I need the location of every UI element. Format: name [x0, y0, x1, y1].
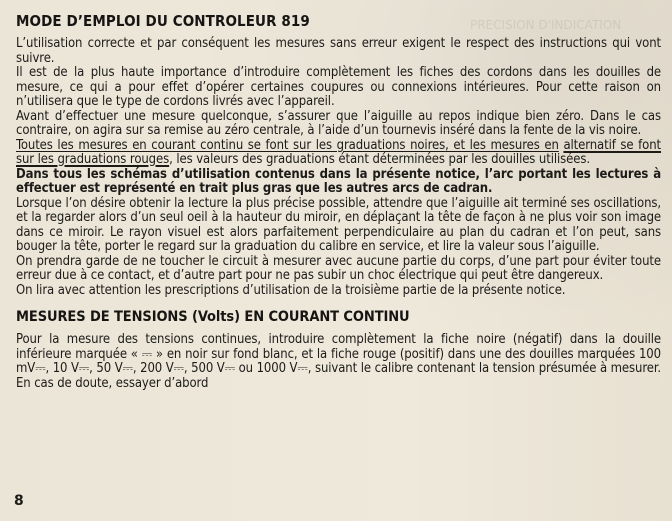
- underlined-continu: Toutes les mesures en courant continu se font sur les graduations noires: [16, 137, 446, 153]
- paragraph-utilisation: L’utilisation correcte et par conséquent les mesures sans erreur exigent le respect des instructions qui vont suivre.: [16, 36, 661, 66]
- paragraph-lecture-precise: Lorsque l’on désire obtenir la lecture la plus précise possible, attendre que l’aiguille ait terminé ses oscillations, et la regarder alors d’un seul oeil à la hauteur du miroir, en déplaçant la tête de façon à ne plus voir son image dans ce miroir. Le rayon visuel est alors parfaitement perpendiculaire au plan du cadran et l’on peut, sans bouger la tête, porter le regard sur la graduation du calibre en service, et lire la valeur sous l’aiguille.: [16, 195, 661, 254]
- text-fragment: , les valeurs des graduations étant déterminées par les douilles utilisées.: [169, 152, 590, 167]
- heading-fragment-volts: (Volts): [191, 309, 240, 325]
- ghost-line: PRECISION D'INDICATION: [470, 18, 622, 32]
- paragraph-schemas-bold: Dans tous les schémas d’utilisation contenus dans la présente notice, l’arc portant les lectures à effectuer est représenté en trait plus gras que les autres arcs de cadran.: [16, 166, 661, 196]
- section-heading-mode-emploi: MODE D’EMPLOI DU CONTROLEUR 819: [16, 12, 310, 30]
- paragraph-securite: On prendra garde de ne toucher le circuit à mesurer avec aucune partie du corps, d’une part pour éviter toute erreur due à ce contact, et d’autre part pour ne pas subir un choc électrique qui peut être dangereux.: [16, 253, 661, 283]
- paragraph-zero: Avant d’effectuer une mesure quelconque, s’assurer que l’aiguille au repos indique bien zéro. Dans le cas contraire, on agira sur sa remise au zéro centrale, à l’aide d’un tournevis inséré dans la fente de la vis noire.: [16, 108, 661, 138]
- paragraph-prescriptions: On lira avec attention les prescriptions d’utilisation de la troisième partie de la présente notice.: [16, 282, 566, 298]
- text-fragment: , et les mesures en: [445, 137, 559, 153]
- section-heading-tensions-continu: [16, 308, 661, 326]
- page-content: [16, 12, 661, 391]
- underlined-alternatif: alternatif se font sur les graduations rouges: [16, 137, 662, 167]
- paragraph-graduations: [16, 139, 661, 168]
- paragraph-tensions-continues: Pour la mesure des tensions continues, introduire complètement la fiche noire (négatif) dans la douille inférieure marquée « ⎓ » en noir sur fond blanc, et la fiche rouge (positif) dans une des douilles marquées 100 mV⎓, 10 V⎓, 50 V⎓, 200 V⎓, 500 V⎓ ou 1000 V⎓, suivant le calibre contenant la tension présumée à mesurer. En cas de doute, essayer d’abord: [16, 332, 661, 391]
- paragraph-fiches: Il est de la plus haute importance d’introduire complètement les fiches des cordons dans les douilles de mesure, ce qui a pour effet d’opérer certaines coupures ou connexions intérieures. Pour cette raison on n’utilisera que le type de cordons livrés avec l’appareil.: [16, 65, 661, 109]
- heading-fragment: MESURES DE TENSIONS: [16, 309, 192, 325]
- heading-fragment: EN COURANT CONTINU: [239, 309, 410, 325]
- page-number: 8: [14, 493, 24, 509]
